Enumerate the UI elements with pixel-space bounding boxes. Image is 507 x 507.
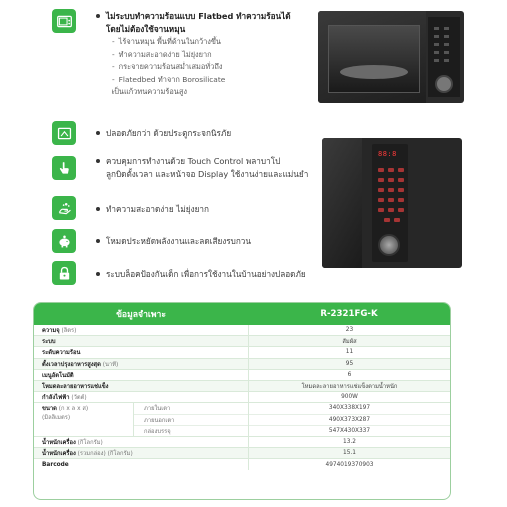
feature-safety-glass (96, 127, 231, 140)
touch-key (388, 168, 394, 172)
list-item: - ไร้จานหมุน พื้นที่ด้านในกว้างขึ้น (112, 36, 291, 49)
list-item (112, 86, 291, 99)
touch-key (398, 188, 404, 192)
table-row (34, 437, 450, 448)
row-note: (ลิตร) (61, 328, 77, 335)
microwave-glass-door (322, 138, 362, 268)
feature-easy-clean-text: ทำความสะอาดง่าย ไม่ยุ่งยาก (106, 204, 209, 214)
feature-child-lock-text: ระบบล็อคป้องกันเด็ก เพื่อการใช้งานในบ้านอย่างปลอดภัย (106, 269, 306, 279)
microwave-open-image (318, 11, 464, 103)
panel-button (444, 43, 449, 46)
microwave-dial-knob (378, 234, 400, 256)
child-lock-icon (52, 261, 76, 285)
row-value: 23 (248, 325, 450, 335)
row-label: เมนูอัตโนมัติ (42, 372, 74, 379)
row-value: 6 (248, 370, 450, 380)
touch-key (394, 218, 400, 222)
size-label-cell (34, 403, 134, 436)
list-item: - กระจายความร้อนสม่ำเสมอทั่วถึง (112, 61, 291, 74)
size-sub-label: กล่องบรรจุ (144, 429, 171, 436)
row-value: สัมผัส (248, 336, 450, 346)
table-row (34, 392, 450, 403)
row-value: 15.1 (248, 448, 450, 458)
row-label: ระบบ (42, 339, 56, 346)
spec-table-header (34, 303, 450, 325)
touch-control-icon (52, 156, 76, 180)
feature-flatbed (96, 10, 291, 99)
touch-key (378, 208, 384, 212)
panel-button (434, 43, 439, 46)
touch-key (388, 178, 394, 182)
row-label: ตั้งเวลาปรุงอาหารสูงสุด (42, 361, 101, 368)
microwave-cavity (328, 25, 420, 93)
table-row (34, 381, 450, 392)
row-note: (กิโลกรัม) (77, 440, 103, 446)
touch-key (378, 178, 384, 182)
spec-header-label: ข้อมูลจำเพาะ (116, 310, 166, 320)
microwave-knob (435, 75, 453, 93)
touch-key (398, 198, 404, 202)
touch-key (398, 208, 404, 212)
touch-key (388, 198, 394, 202)
clean-hands-icon (52, 196, 76, 220)
feature-easy-clean (96, 203, 209, 216)
table-row (34, 359, 450, 370)
list-item-text: เป็นแก้วทนความร้อนสูง (111, 87, 187, 96)
panel-button (434, 51, 439, 54)
row-label: น้ำหนักเครื่อง (42, 440, 76, 446)
row-note: (นาที) (102, 361, 119, 368)
table-row (34, 336, 450, 347)
row-label: Barcode (42, 461, 69, 468)
feature-touch-control (96, 155, 308, 181)
size-value: 490X373X287 (249, 415, 450, 426)
panel-button (434, 59, 439, 62)
touch-key (398, 178, 404, 182)
spec-table (33, 302, 451, 500)
row-value: 95 (248, 359, 450, 369)
size-values (248, 403, 450, 436)
flatbed-sub-list (112, 36, 291, 99)
touch-key (378, 168, 384, 172)
size-sub-label: ภายในเตา (134, 403, 248, 414)
touch-key (384, 218, 390, 222)
touch-key (388, 188, 394, 192)
feature-safety-glass-text: ปลอดภัยกว่า ด้วยประตูกระจกนิรภัย (106, 128, 232, 138)
panel-button (434, 35, 439, 38)
panel-button (444, 27, 449, 30)
microwave-front-image (322, 138, 462, 268)
size-sub-labels (134, 403, 248, 436)
microwave-display: 88:8 (378, 150, 397, 158)
panel-button (444, 59, 449, 62)
size-label: ขนาด (42, 406, 57, 413)
feature-touch-control-text: ควบคุมการทำงานด้วย Touch Control พลาบาโป (106, 156, 281, 166)
row-label: น้ำหนักเครื่อง (42, 451, 76, 458)
row-label: กำลังไฟฟ้า (42, 395, 70, 402)
touch-key (378, 188, 384, 192)
microwave-flatbed-plate (340, 65, 408, 79)
table-row (34, 459, 450, 470)
feature-touch-control-text-2: ลูกบิดตั้งเวลา และหน้าจอ Display ใช้งานง่ายและแม่นยำ (106, 169, 309, 179)
feature-eco-mode-text: โหมดประหยัดพลังงานและลดเสียงรบกวน (106, 236, 251, 246)
feature-flatbed-title: ไม่ระบบทำความร้อนแบบ Flatbed ทำความร้อนได้ (106, 11, 291, 21)
touch-key (398, 168, 404, 172)
row-label: ความจุ (42, 328, 60, 335)
size-note-2: (มิลลิเมตร) (42, 415, 71, 422)
feature-child-lock (96, 268, 306, 281)
table-row (34, 325, 450, 336)
size-value: 547X430X337 (328, 428, 371, 435)
table-row (34, 370, 450, 381)
microwave-flatbed-icon (52, 9, 76, 33)
row-value: 900W (248, 392, 450, 402)
table-row (34, 448, 450, 459)
row-value: 4974019370903 (248, 459, 450, 470)
spec-header-model: R-2321FG-K (320, 309, 378, 319)
feature-eco-mode (96, 235, 251, 248)
feature-flatbed-title-2: โดยไม่ต้องใช้จานหมุน (106, 24, 186, 34)
touch-key (388, 208, 394, 212)
list-item: - ทำความสะอาดง่าย ไม่ยุ่งยาก (112, 49, 291, 62)
size-rows (34, 403, 450, 437)
row-value: 11 (248, 347, 450, 357)
touch-key (378, 198, 384, 202)
size-sub-label: ภายนอกเตา (134, 415, 248, 426)
size-note-1: (ก x ล x ส) (58, 406, 89, 413)
table-row (34, 347, 450, 358)
row-label: ระดับความร้อน (42, 350, 81, 357)
panel-button (444, 35, 449, 38)
size-value: 340X338X197 (249, 403, 450, 414)
piggy-bank-icon (52, 229, 76, 253)
panel-button (444, 51, 449, 54)
list-item: - Flatedbed ทำจาก Borosilicate (112, 74, 291, 87)
row-label: โหมดละลายอาหารแช่แข็ง (42, 384, 109, 391)
row-value: โหมดละลายอาหารแช่แข็งตามน้ำหนัก (248, 381, 450, 391)
row-note: (วัตต์) (71, 395, 87, 402)
row-value: 13.2 (248, 437, 450, 447)
safety-glass-icon (52, 121, 76, 145)
row-note: (รวมกล่อง) (กิโลกรัม) (77, 451, 133, 458)
panel-button (434, 27, 439, 30)
